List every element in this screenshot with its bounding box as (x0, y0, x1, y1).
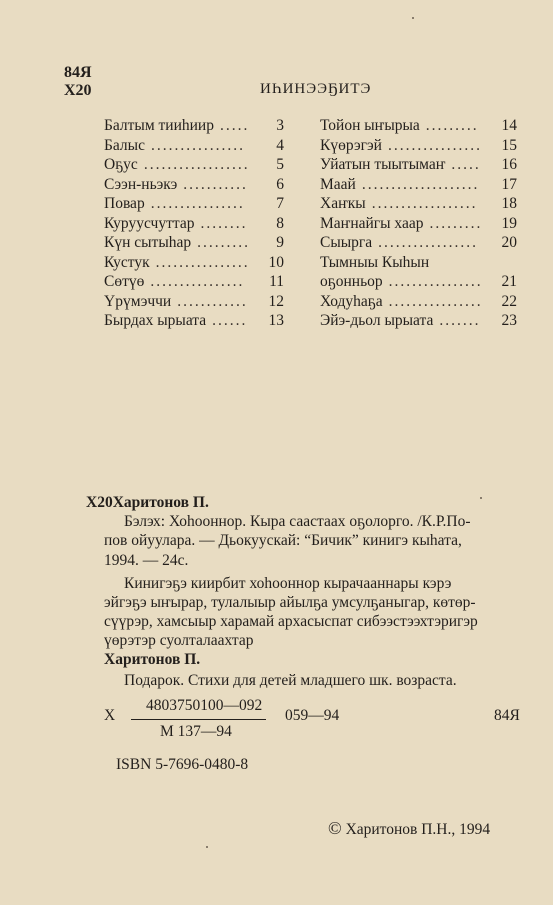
catalog-author: Харитонов П. (112, 494, 209, 511)
toc-entry-title: Куруусчуттар (104, 214, 195, 232)
catalog-code: X20 (86, 494, 113, 511)
toc-entry-title: Маай (320, 175, 356, 193)
toc-entry-title: Балтым тииһиир (104, 117, 214, 134)
toc-entry-page: 23 (501, 312, 517, 329)
toc-entry (320, 234, 517, 254)
toc-leader-dots: ................ (150, 195, 245, 212)
toc-entry-page: 3 (276, 117, 284, 134)
catalog-line: Бэлэх: Хоһооннор. Кыра саастаах оҕолорго. /К.Р.По- (124, 513, 471, 530)
index-denominator: М 137—94 (160, 723, 232, 740)
fraction-line (131, 719, 266, 720)
contents-right-column (320, 117, 517, 332)
contents-heading: ИҺИНЭЭҔИТЭ (260, 81, 372, 97)
toc-entry (104, 215, 284, 235)
toc-entry-page: 7 (276, 195, 284, 212)
toc-entry (104, 312, 284, 332)
toc-entry (104, 254, 284, 274)
toc-entry-page: 10 (268, 253, 284, 271)
contents-left-column (104, 117, 284, 332)
toc-leader-dots: ......... (425, 117, 479, 134)
isbn: ISBN 5-7696-0480-8 (116, 756, 249, 773)
toc-entry (320, 215, 517, 235)
toc-leader-dots: ........... (183, 175, 248, 193)
toc-entry-title: Сыырга (320, 234, 373, 251)
toc-entry (104, 293, 284, 313)
toc-entry (104, 195, 284, 215)
toc-entry-title: Тойон ыҥырыа (320, 117, 420, 134)
toc-entry-page: 15 (501, 136, 517, 154)
index-middle: 059—94 (285, 707, 340, 724)
index-letter: X (104, 707, 116, 724)
toc-entry-title: Күөрэгэй (320, 136, 382, 154)
toc-entry (320, 293, 517, 313)
toc-entry-page: 20 (501, 234, 517, 251)
toc-leader-dots: ................ (388, 273, 483, 290)
paper-speck (206, 846, 208, 848)
toc-entry-title: Маҥнайгы хаар (320, 214, 424, 232)
toc-leader-dots: ................ (155, 253, 250, 271)
toc-entry (104, 273, 284, 293)
catalog-subtitle-ru: Подарок. Стихи для детей младшего шк. возраста. (124, 672, 457, 689)
toc-entry-title: Хаҥкы (320, 195, 366, 212)
toc-entry (320, 137, 517, 157)
toc-entry-title: Бырдах ырыата (104, 312, 207, 329)
toc-entry-title: Күн сытыһар (104, 234, 192, 251)
toc-leader-dots: ................. (378, 234, 479, 251)
catalog-description: Кинигэҕэ киирбит хоһооннор кырачааннары кэрэ (124, 575, 452, 592)
library-code: 84Я (64, 64, 92, 81)
toc-leader-dots: ....... (439, 312, 481, 329)
toc-entry (320, 273, 517, 293)
toc-entry-page: 13 (268, 312, 284, 329)
toc-entry (104, 137, 284, 157)
toc-entry-page: 18 (501, 195, 517, 212)
paper-speck (480, 497, 482, 499)
toc-entry-page: 4 (276, 136, 284, 154)
index-code: 84Я (494, 707, 520, 724)
copyright-text: Харитонов П.Н., 1994 (345, 821, 491, 838)
toc-entry-title: Үрүмэччи (104, 292, 172, 310)
toc-entry (104, 156, 284, 176)
toc-entry-title: Уйатын тыытымаҥ (320, 156, 446, 173)
toc-entry-page: 9 (276, 234, 284, 251)
toc-leader-dots: .................. (143, 156, 250, 173)
toc-leader-dots: ................ (387, 136, 482, 154)
toc-entry (320, 312, 517, 332)
toc-entry-title: Сөтүө (104, 273, 145, 290)
toc-entry (104, 176, 284, 196)
toc-entry-title: Ходуһаҕа (320, 292, 383, 310)
toc-leader-dots: ......... (197, 234, 250, 251)
toc-entry-page: 5 (276, 156, 284, 173)
toc-entry-title: оҕонньор (320, 273, 383, 290)
catalog-author-ru: Харитонов П. (104, 651, 201, 668)
toc-entry-title: Балыс (104, 136, 145, 154)
author-code: X20 (64, 82, 92, 99)
toc-entry-title: Сээн-ньэкэ (104, 175, 178, 193)
toc-entry-page: 22 (501, 292, 517, 310)
catalog-description: сүүрэр, хамсыыр харамай архасыспат сибээстээхтэригэр (104, 613, 478, 630)
toc-leader-dots: ................ (150, 136, 245, 154)
toc-entry (104, 234, 284, 254)
toc-entry (320, 117, 517, 137)
catalog-heading (86, 494, 209, 512)
catalog-description: үөрэтэр суолталаахтар (104, 632, 254, 649)
toc-leader-dots: ................ (150, 273, 245, 290)
toc-entry-title: Кустук (104, 253, 150, 271)
toc-entry-page: 6 (276, 175, 284, 193)
toc-entry-page: 19 (501, 214, 517, 232)
toc-leader-dots: ...... (212, 312, 248, 329)
toc-leader-dots: .................. (371, 195, 478, 212)
toc-entry (320, 176, 517, 196)
toc-leader-dots: ..... (219, 117, 250, 134)
toc-entry-page: 12 (268, 292, 284, 310)
toc-entry-page: 14 (501, 117, 517, 134)
paper-speck (412, 17, 414, 19)
toc-leader-dots: ........ (200, 214, 248, 232)
toc-entry-title: Повар (104, 195, 145, 212)
copyright-symbol: © (328, 818, 342, 838)
toc-entry-title: Оҕус (104, 156, 138, 173)
toc-entry (104, 117, 284, 137)
catalog-line: 1994. — 24с. (104, 552, 189, 569)
catalog-line: пов ойуулара. — Дьокуускай: “Бичик” кинигэ кыһата, (104, 532, 462, 549)
toc-leader-dots: ................ (388, 292, 483, 310)
toc-entry-title: Тымныы Кыһын (320, 253, 430, 271)
toc-entry (320, 195, 517, 215)
toc-entry (320, 156, 517, 176)
toc-leader-dots: ..... (451, 156, 481, 173)
catalog-description: эйгэҕэ ыҥырар, тулалыыр айылҕа умсулҕаныгар, көтөр- (104, 594, 476, 611)
toc-entry-page: 11 (269, 273, 284, 290)
toc-leader-dots: ............ (177, 292, 248, 310)
toc-entry-page: 21 (501, 273, 517, 290)
copyright (328, 818, 490, 839)
toc-entry-page: 8 (276, 214, 284, 232)
toc-leader-dots: .................... (361, 175, 480, 193)
index-numerator: 4803750100—092 (146, 697, 263, 714)
toc-entry-page: 17 (501, 175, 517, 193)
toc-entry (320, 254, 517, 274)
toc-leader-dots: ......... (429, 214, 483, 232)
toc-entry-title: Эйэ-дьол ырыата (320, 312, 434, 329)
toc-entry-page: 16 (501, 156, 517, 173)
